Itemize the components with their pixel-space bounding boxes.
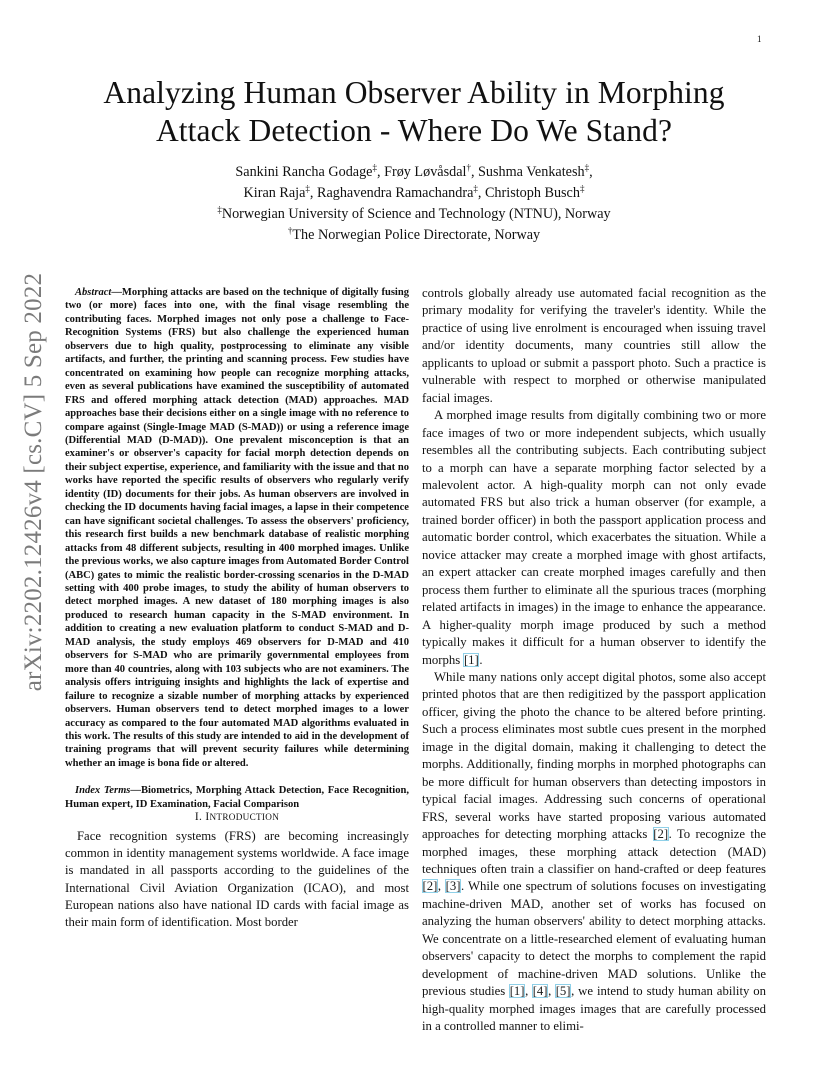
citation-link[interactable]: [2] [422, 879, 438, 894]
title-line-2: Attack Detection - Where Do We Stand? [155, 113, 673, 148]
paper-title [60, 74, 768, 150]
arxiv-stamp: arXiv:2202.12426v4 [cs.CV] 5 Sep 2022 [20, 272, 47, 692]
citation-link[interactable]: [2] [653, 827, 669, 842]
abstract-text: —Morphing attacks are based on the technique of digitally fusing two (or more) faces into one, with the final visage resembling the contributing faces. Morphed images not only pose a challenge to Face-Recognition Systems (FRS) but also challenge the experienced human observers due to high quality, postprocessing to eliminate any visible artifacts, and further, the printing and scanning process. Few studies have concentrated on examining how people can recognize morphing attacks, even as several publications have examined the susceptibility of automated FRS and offered morphing attack detection (MAD) approaches. MAD approaches base their decisions either on a single image with no reference to compare against (Single-Image MAD (S-MAD)) or using a reference image (Differential MAD (D-MAD)). One prevalent misconception is that an examiner's or observer's capacity for facial morph detection depends on their subject expertise, experience, and familiarity with the issue and that no works have reported the specific results of observers who regularly verify identity (ID) documents for their jobs. As human observers are involved in checking the ID documents having facial images, a lapse in their competence can have significant societal challenges. To assess the observers' proficiency, this research first builds a new benchmark database of realistic morphing attacks from 48 different subjects, resulting in 400 morphed images. Unlike the previous works, we also capture images from Automated Border Control (ABC) gates to mimic the realistic border-crossing scenarios in the D-MAD setting with 400 probe images, to study the ability of human observers to detect morphed images. A new dataset of 180 morphing images is also produced to research human capacity in the S-MAD environment. In addition to creating a new evaluation platform to conduct S-MAD and D-MAD analysis, the study employs 469 observers for D-MAD and 410 observers for S-MAD who are primarily governmental employees from more than 40 countries, along with 103 subjects who are not examiners. The analysis offers intriguing insights and highlights the lack of expertise and failure to recognize a sizable number of morphing attacks by experienced observers. Human observers tend to detect morphed images to a lower accuracy as compared to the four automated MAD algorithms evaluated in this work. The results of this study are intended to aid in the development of training programs that will prevent security failures while determining whether an image is bona fide or altered. [65, 287, 409, 769]
paragraph-digital-photos: While many nations only accept digital photos, some also accept printed photos that are then redigitized by the passport application officer, giving the photo the chance to be altered before printing. Such a process eliminates most subtle cues present in the morphed image in the digital domain, making it challenging to detect the morphs. Additionally, finding morphs in morphed photographs can be more difficult for human observers than detecting impostors in typical facial images. Addressing such concerns of operational FRS, several works have started proposing various automated approaches for detecting morphing attacks [2]. To recognize the morphed images, these morphing attack detection (MAD) techniques often train a classifier on hand-crafted or deep features [2], [3]. While one spectrum of solutions focuses on investigating machine-driven MAD, another set of works has focused on analyzing the human observers' ability to detect morphing attacks. We concentrate on a little-researched element of evaluating human observers' capacity to detect the morphs to complement the rapid development of machine-driven MAD solutions. Unlike the previous studies [1], [4], [5], we intend to study human ability on high-quality morphed images images that are carefully processed in a controlled manner to elimi- [422, 669, 767, 1034]
citation-link[interactable]: [1] [463, 652, 479, 667]
index-terms-text: —Biometrics, Morphing Attack Detection, Face Recognition, Human expert, ID Examination, Facial Comparison [65, 785, 409, 810]
section-heading-introduction: I. INTRODUCTION [194, 811, 280, 824]
index-terms [65, 784, 409, 811]
title-line-1: Analyzing Human Observer Ability in Morphing [103, 75, 725, 110]
affiliation-ntnu: ‡Norwegian University of Science and Technology (NTNU), Norway [217, 204, 611, 222]
paragraph-morphed-image: A morphed image results from digitally combining two or more face images of two or more independent subjects, which usually resembles all the contributing subjects. Each contributing subject to a morph can have a separate morphing factor selected by a malevolent actor. A high-quality morph can not only evade automated FRS but also trick a human observer (for example, a trained border officer) in both the passport application process and automatic border control, which exacerbates the situation. While a novice attacker may create a morphed image with ghost artifacts, an expert attacker can create morphed images carefully and then process them further to eliminate all the spurious traces (morphing related artifacts in images) in the image to enhance the appearance. A higher-quality morph image produced by such a method typically makes it difficult for a human observer to identify the morphs [1]. [422, 408, 766, 667]
abstract-lead: Abstract [75, 287, 112, 298]
affiliation-police: †The Norwegian Police Directorate, Norway [287, 225, 541, 243]
authors-line-2: Kiran Raja‡, Raghavendra Ramachandra‡, Christoph Busch‡ [243, 183, 585, 201]
author-list [60, 162, 768, 246]
paragraph-border-controls: controls globally already use automated facial recognition as the primary modality for verifying the traveler's identity. While the practice of using live enrolment is encouraged when issuing travel and/or identity documents, many countries still allow the applicants to upload or submit a passport photo. Such a practice is vulnerable with respect to morphed or otherwise manipulated facial images. [422, 286, 766, 405]
abstract [65, 286, 409, 770]
citation-link[interactable]: [4] [532, 984, 548, 999]
citation-link[interactable]: [5] [555, 984, 571, 999]
authors-line-1: Sankini Rancha Godage‡, Frøy Løvåsdal†, Sushma Venkatesh‡, [235, 162, 593, 180]
page-number: 1 [757, 34, 762, 44]
citation-link[interactable]: [3] [445, 879, 461, 894]
right-column [422, 285, 766, 1035]
citation-link[interactable]: [1] [509, 984, 525, 999]
intro-paragraph: Face recognition systems (FRS) are becoming increasingly common in identity management systems worldwide. A face image is mandated in all passports according to the guidelines of the International Civil Aviation Organization (ICAO), and most European nations also have national ID cards with facial image as their main form of identification. Most border [65, 829, 409, 929]
index-terms-lead: Index Terms [75, 785, 131, 797]
title-block [60, 74, 768, 246]
left-column [65, 286, 409, 931]
